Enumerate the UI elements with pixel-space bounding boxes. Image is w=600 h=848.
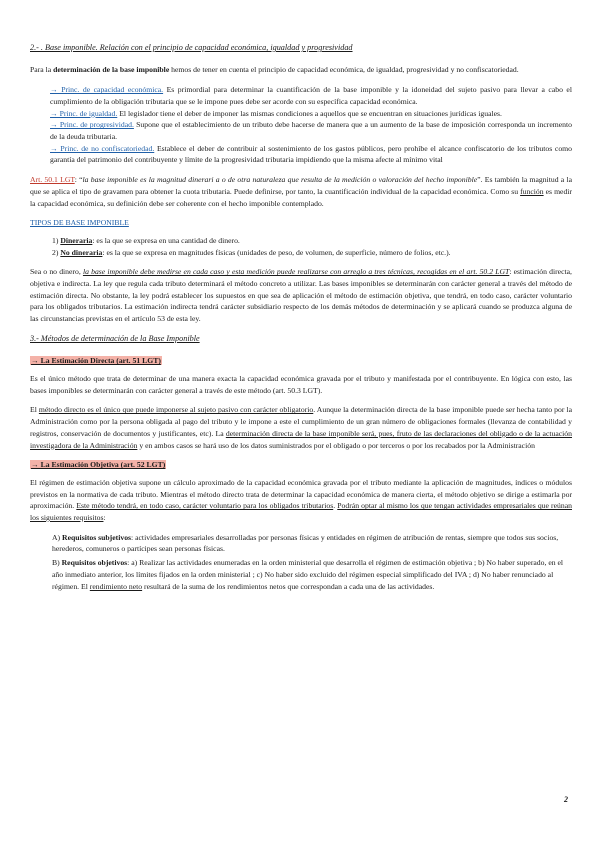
principle-progresividad [50, 119, 572, 142]
text: ”. Es también la magnitud a la que se aplica el tipo de gravamen para obtener la cuota tributaria. Puede definirse, por tanto, la cuantificación individual de la capacidad económica. Como su [30, 175, 573, 196]
section-3-heading: 3.- Métodos de determinación de la Base Imponible [30, 333, 200, 343]
tipo-dineraria [52, 235, 572, 247]
text: : estimación directa, objetiva e indirecta. La ley que regula cada tributo determinará el método concreto a utilizar. Las bases imponibles se determinarán con carácter general a través del método de estimación directa. No obstante, la ley podrá establecer los supuestos en que sea de aplicación el método de estimación objetiva, que tendrá, en todo caso, carácter voluntario para los obligados tributarios. La estimación indirecta tendrá carácter subsidiario respecto de los demás métodos de determinación y se aplicará cuando se produzca alguna de las circunstancias previstas en el artículo 53 de esta ley. [30, 267, 572, 324]
principle-text: Establece el deber de contribuir al sostenimiento de los gastos públicos, pero prohíbe el alcance confiscatorio de los tributos como garantía del patrimonio del contribuyente y límite de la progresividad tributaria impidiendo que la misma afecte al mínimo vital [50, 143, 572, 165]
list-term: No dineraria [60, 247, 103, 257]
list-text: : es la que se expresa en magnitudes físicas (unidades de peso, de volumen, de superficie, número de folios, etc.). [102, 247, 451, 257]
estimacion-directa-p2 [30, 404, 572, 451]
list-letter: A) [52, 532, 63, 542]
list-number: 2) [52, 247, 61, 257]
bold-term: determinación de la base imponible [53, 65, 170, 75]
list-text: : es la que se expresa en una cantidad de dinero. [92, 235, 240, 245]
legal-quote: la base imponible es la magnitud dinerari a o de otra naturaleza que resulta de la medición o valoración del hecho imponible [82, 175, 478, 185]
text: Para la [30, 65, 54, 75]
requisitos-objetivos [52, 557, 572, 592]
art-50-paragraph [30, 174, 572, 209]
page-number: 2 [564, 794, 568, 804]
estimacion-objetiva-heading-row [30, 459, 572, 471]
list-number: 1) [52, 235, 61, 245]
tecnicas-paragraph [30, 266, 572, 325]
text: hemos de tener en cuenta el principio de capacidad económica, de igualdad, progresividad y no confiscatoriedad. [169, 65, 519, 75]
list-text: resultará de la suma de los rendimientos netos que correspondan a cada una de las actividades. [142, 581, 435, 591]
article-reference: Art. 50.1 LGT [30, 175, 75, 185]
requisitos-subjetivos [52, 532, 572, 555]
principle-text: Supone que el establecimiento de un tributo debe hacerse de manera que a un aumento de la base de imposición corresponda un incremento de la deuda tributaria. [50, 120, 572, 141]
text: Sea o no dinero, [30, 267, 83, 277]
estimacion-directa-p1: Es el único método que trata de determinar de una manera exacta la capacidad económica gravada por el tributo y manifestada por el contribuyente. En lógica con esto, las bases imponibles se determinarán con carácter general a través de este método (art. 50.3 LGT). [30, 374, 572, 395]
underlined-text: determinación directa de la base imponible será, pues, fruto de las declaraciones del obligado o de la actuación investigadora de la Administración [30, 428, 572, 450]
underlined-term: rendimiento neto [89, 581, 143, 591]
text: : [103, 513, 106, 523]
estimacion-objetiva-heading: → La Estimación Objetiva (art. 52 LGT) [31, 460, 166, 470]
principle-igualdad [50, 108, 572, 120]
text: . [333, 501, 338, 511]
underlined-text: Podrán optar al mismo los que tengan actividades empresariales que reúnan los siguientes requisitos [30, 501, 572, 523]
text: y en ambos casos se hará uso de los datos suministrados por el obligado o por terceros o por los recabados por la Administración [137, 440, 535, 450]
text: El régimen de estimación objetiva supone un cálculo aproximado de la capacidad económica gravada por el tributo mediante la aplicación de magnitudes, índices o módulos previstos en la normativa de cada tributo. Mientras el método directo trata de determinar la capacidad económica de manera cierta, el método objetivo se dirige a estimarla por aproximación. [30, 477, 572, 511]
list-text: : a) Realizar las actividades enumeradas en la orden ministerial que desarrolla el régimen de estimación objetiva ; b) No haber superado, en el año inmediato anterior, los límites fijados en la orden ministerial ; c) No haber sido excluido del régimen especial simplificado del IVA ; d) No haber renunciado al régimen. El [52, 558, 564, 591]
tipo-no-dineraria [52, 247, 572, 259]
text: El [30, 405, 39, 415]
principle-text: El legislador tiene el deber de imponer las mismas condiciones a aquellos que se encuentran en situaciones jurídicas iguales. [117, 108, 502, 118]
underlined-term: función [520, 186, 544, 196]
section-2-heading: 2.- . Base imponible. Relación con el principio de capacidad económica, igualdad y progresividad [30, 43, 353, 52]
tipos-heading: TIPOS DE BASE IMPONIBLE [30, 218, 129, 228]
tipos-heading-row [30, 217, 572, 229]
intro-paragraph [30, 64, 572, 76]
text: . Aunque la determinación directa de la base imponible puede ser hecha tanto por la Administración como por la persona obligada al pago del tributo y le impone a este el cumplimiento de un gran número de obligaciones formales (llevanza de contabilidad y registros, conservación de documentos y justificantes, etc). La [30, 405, 572, 438]
principle-capacidad-economica [50, 84, 572, 107]
principle-heading: → Princ. de capacidad económica. [50, 85, 164, 95]
principle-heading: → Princ. de progresividad. [50, 120, 134, 130]
list-term: Dineraria [60, 235, 93, 245]
text: : “ [74, 175, 83, 185]
estimacion-directa-heading: → La Estimación Directa (art. 51 LGT) [31, 356, 161, 366]
list-text: : actividades empresariales desarrolladas por personas físicas y entidades en régimen de atribución de rentas, siempre que todos sus socios, herederos, comuneros o partícipes sean personas físicas. [52, 532, 559, 554]
principle-text: Es primordial para determinar la cuantificación de la base imponible y la idoneidad del sujeto pasivo para llevar a cabo el cumplimiento de la obligación tributaria que se le impone pues debe ser acorde con su específica capacidad económica. [50, 85, 572, 106]
list-term: Requisitos objetivos [61, 558, 128, 568]
principle-heading: → Princ. de igualdad. [50, 108, 118, 118]
list-letter: B) [52, 558, 62, 568]
estimacion-directa-heading-row [30, 355, 572, 367]
underlined-text: la base imponible debe medirse en cada caso y esta medición puede realizarse con arreglo a tres técnicas, recogidas en el art. 50.2 LGT [82, 267, 510, 277]
list-term: Requisitos subjetivos [62, 532, 132, 542]
underlined-text: Este método tendrá, en todo caso, carácter voluntario para los obligados tributarios [76, 501, 334, 511]
underlined-text: método directo es el único que puede imponerse al sujeto pasivo con carácter obligatorio [38, 405, 314, 415]
principle-no-confiscatoriedad [50, 143, 572, 166]
principle-heading: → Princ. de no confiscatoriedad. [50, 143, 155, 153]
estimacion-objetiva-p1 [30, 477, 572, 524]
text: es medir la capacidad económica, su definición debe ser coherente con el hecho imponible contemplado. [30, 186, 572, 208]
